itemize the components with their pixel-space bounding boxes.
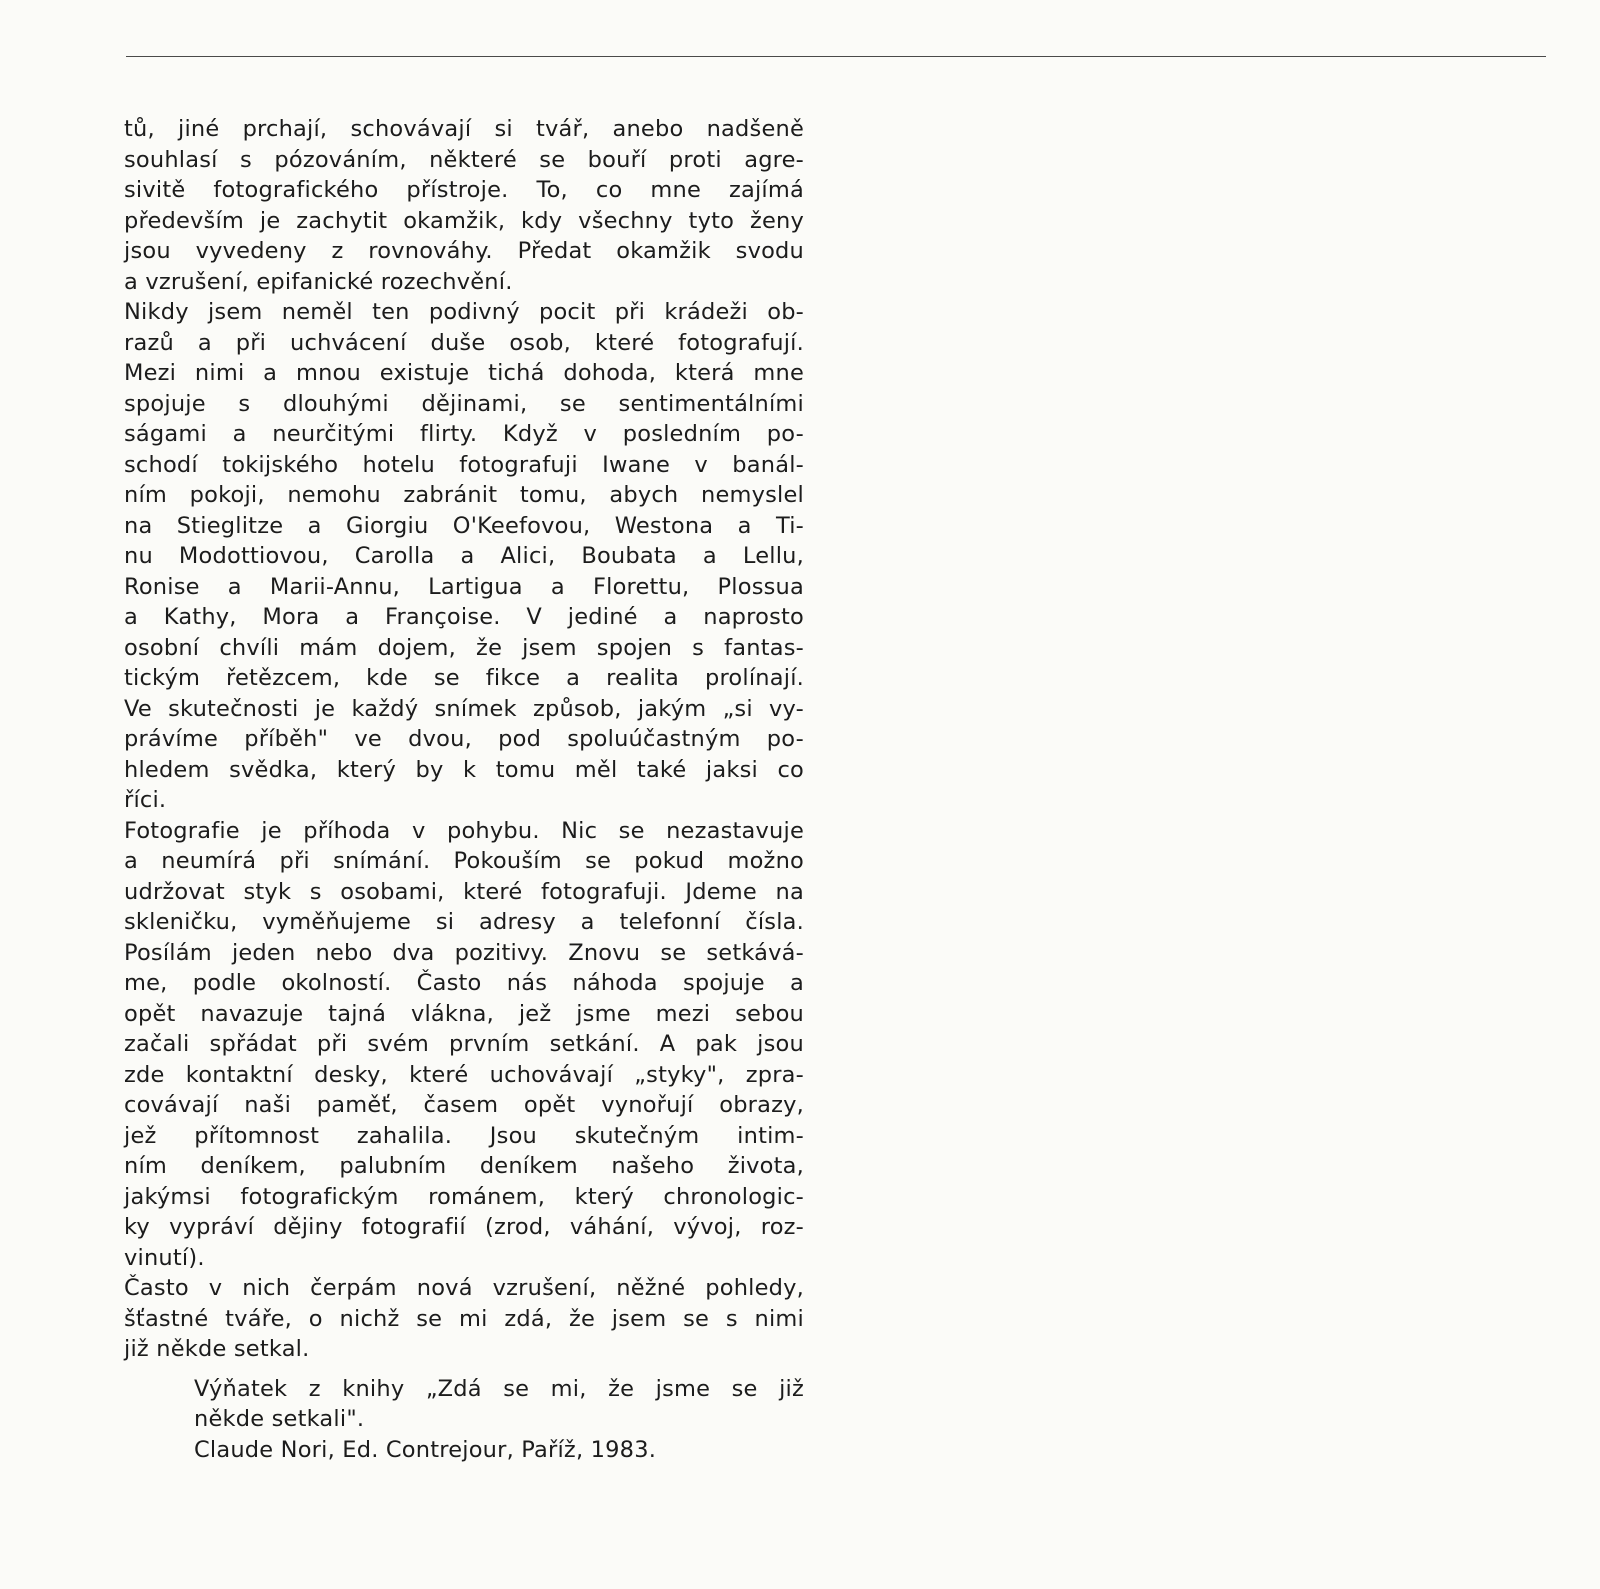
text-line: hledem svědka, který by k tomu měl také jaksi co [124,756,804,783]
text-line: ním pokoji, nemohu zabránit tomu, abych nemyslel [124,482,804,508]
text-line: zde kontaktní desky, které uchovávají „styky", zpra- [124,1061,804,1088]
citation-line: Výňatek z knihy „Zdá se mi, že jsme se již [194,1375,804,1402]
paragraph-2 [124,297,804,816]
text-line: schodí tokijského hotelu fotografuji Iwane v banál- [124,451,804,478]
text-line: vinutí). [124,1244,205,1271]
text-line: souhlasí s pózováním, některé se bouří proti agre- [124,146,804,173]
text-line: říci. [124,787,167,813]
text-line: právíme příběh" ve dvou, pod spoluúčastným po- [124,726,804,752]
text-line: tickým řetězcem, kde se fikce a realita prolínají. [124,665,804,691]
text-line: a Kathy, Mora a Françoise. V jediné a naprosto [124,604,804,630]
facing-page-blank [830,62,1600,1589]
top-rule [126,56,1546,57]
text-line: jsou vyvedeny z rovnováhy. Předat okamžik svodu [124,238,804,264]
text-line: me, podle okolností. Často nás náhoda spojuje a [124,970,804,996]
text-line: ságami a neurčitými flirty. Když v posledním po- [124,421,804,447]
paragraph-1 [124,114,804,297]
text-line: Nikdy jsem neměl ten podivný pocit při krádeži ob- [124,299,804,325]
citation-line: někde setkali". [194,1406,365,1432]
text-line: začali spřádat při svém prvním setkání. A pak jsou [124,1031,804,1057]
text-line: a vzrušení, epifanické rozechvění. [124,268,513,295]
text-line: Posílám jeden nebo dva pozitivy. Znovu se setkává- [124,939,804,966]
text-line: jakýmsi fotografickým románem, který chronologic- [124,1183,804,1210]
paragraph-4 [124,1273,804,1365]
text-line: covávají naši paměť, časem opět vynořují obrazy, [124,1092,804,1118]
text-line: spojuje s dlouhými dějinami, se sentimentálními [124,390,804,417]
text-line: Ve skutečnosti je každý snímek způsob, jakým „si vy- [124,695,804,722]
text-line: a neumírá při snímání. Pokouším se pokud možno [124,848,804,874]
text-line: udržovat styk s osobami, které fotografuji. Jdeme na [124,878,804,905]
text-line: ky vypráví dějiny fotografií (zrod, váhání, vývoj, roz- [124,1214,804,1240]
citation-line: Claude Nori, Ed. Contrejour, Paříž, 1983. [194,1436,657,1463]
text-line: již někde setkal. [124,1336,310,1362]
text-line: šťastné tváře, o nichž se mi zdá, že jsem se s nimi [124,1305,804,1332]
text-line: skleničku, vyměňujeme si adresy a telefonní čísla. [124,909,804,935]
text-line: ním deníkem, palubním deníkem našeho života, [124,1153,804,1179]
text-line: nu Modottiovou, Carolla a Alici, Boubata a Lellu, [124,543,804,569]
source-citation [124,1374,804,1466]
text-line: osobní chvíli mám dojem, že jsem spojen s fantas- [124,634,804,661]
text-line: Mezi nimi a mnou existuje tichá dohoda, která mne [124,360,804,386]
text-line: především je zachytit okamžik, kdy všechny tyto ženy [124,207,804,234]
text-column [124,114,804,1465]
text-line: na Stieglitze a Giorgiu O'Keefovou, Westona a Ti- [124,512,804,539]
text-line: sivitě fotografického přístroje. To, co mne zajímá [124,177,804,203]
text-line: razů a při uchvácení duše osob, které fotografují. [124,329,804,356]
text-line: opět navazuje tajná vlákna, jež jsme mezi sebou [124,1000,804,1027]
text-line: Ronise a Marii-Annu, Lartigua a Florettu, Plossua [124,573,804,600]
text-line: Často v nich čerpám nová vzrušení, něžné pohledy, [124,1275,804,1301]
text-line: Fotografie je příhoda v pohybu. Nic se nezastavuje [124,817,804,844]
paragraph-3 [124,816,804,1274]
text-line: jež přítomnost zahalila. Jsou skutečným intim- [124,1122,804,1149]
text-line: tů, jiné prchají, schovávají si tvář, anebo nadšeně [124,116,804,142]
